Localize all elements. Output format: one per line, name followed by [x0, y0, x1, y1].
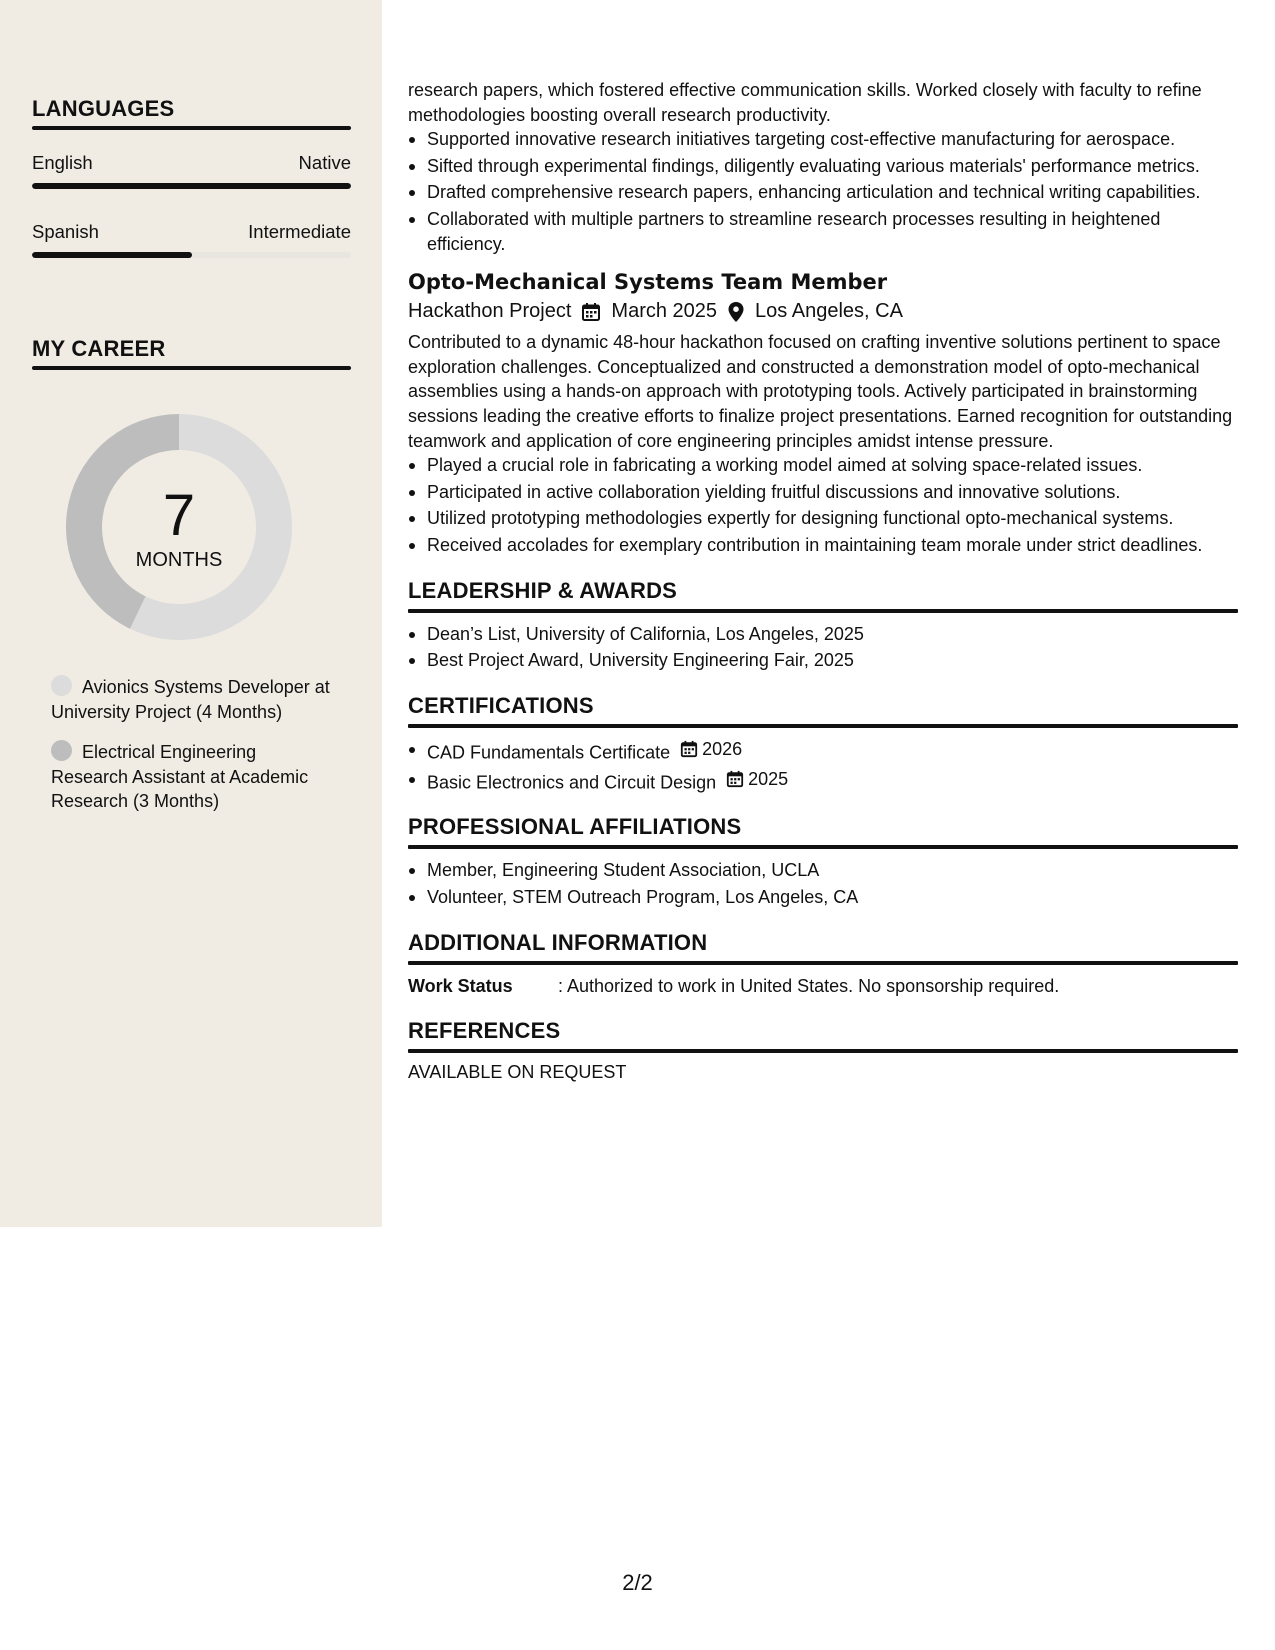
work-status-row [408, 974, 1238, 998]
section-rule [408, 724, 1238, 728]
section-rule [408, 1049, 1238, 1053]
list-item: Best Project Award, University Engineering Fair, 2025 [408, 648, 1238, 673]
language-name: English [32, 152, 93, 173]
list-item [408, 737, 1238, 765]
job-org: Hackathon Project [408, 300, 572, 323]
list-item: Volunteer, STEM Outreach Program, Los Angeles, CA [408, 885, 1238, 910]
certifications-title: CERTIFICATIONS [408, 692, 594, 718]
languages-title: LANGUAGES [32, 96, 175, 121]
references-text: AVAILABLE ON REQUEST [408, 1061, 627, 1082]
section-rule [408, 961, 1238, 965]
list-item: Drafted comprehensive research papers, enhancing articulation and technical writing capabilities. [408, 180, 1238, 205]
list-item: Participated in active collaboration yielding fruitful discussions and innovative solutions. [408, 480, 1238, 505]
list-item: Supported innovative research initiatives targeting cost-effective manufacturing for aerospace. [408, 127, 1238, 152]
career-title: MY CAREER [32, 336, 166, 361]
list-item: Collaborated with multiple partners to streamline research processes resulting in heightened efficiency. [408, 207, 1238, 256]
language-name: Spanish [32, 221, 99, 242]
leadership-list [408, 622, 1238, 673]
certification-year: 2025 [748, 768, 789, 789]
language-proficiency-fill [32, 183, 351, 189]
list-item: Member, Engineering Student Association, UCLA [408, 858, 1238, 883]
career-rule [32, 366, 351, 370]
career-legend-item [51, 675, 336, 724]
job-location: Los Angeles, CA [755, 300, 903, 323]
calendar-icon [680, 740, 698, 758]
affiliations-list [408, 858, 1238, 909]
calendar-icon [581, 302, 601, 322]
affiliations-title: PROFESSIONAL AFFILIATIONS [408, 814, 742, 840]
certification-name: CAD Fundamentals Certificate [427, 741, 671, 762]
list-item: Received accolades for exemplary contribution in maintaining team morale under strict deadlines. [408, 533, 1238, 558]
language-level: Intermediate [248, 221, 351, 242]
main-content [408, 78, 1238, 1083]
leadership-title: LEADERSHIP & AWARDS [408, 577, 678, 603]
list-item: Dean’s List, University of California, Los Angeles, 2025 [408, 622, 1238, 647]
list-item [408, 767, 1238, 795]
work-status-label: Work Status [408, 975, 513, 996]
list-item: Utilized prototyping methodologies expertly for designing functional opto-mechanical systems. [408, 506, 1238, 531]
additional-info-title: ADDITIONAL INFORMATION [408, 929, 708, 955]
list-item: Played a crucial role in fabricating a working model aimed at solving space-related issues. [408, 453, 1238, 478]
list-item: Sifted through experimental findings, diligently evaluating various materials' performance metrics. [408, 154, 1238, 179]
language-proficiency-fill [32, 252, 192, 258]
job-meta [408, 300, 1238, 323]
career-legend-dot [51, 740, 72, 761]
certification-year: 2026 [702, 738, 743, 759]
career-total-unit: MONTHS [135, 549, 223, 571]
experience-intro-bullets [408, 127, 1238, 256]
language-level: Native [298, 152, 351, 173]
languages-rule [32, 126, 351, 130]
calendar-icon [726, 770, 744, 788]
experience-intro-paragraph: research papers, which fostered effective communication skills. Worked closely with faculty to refine methodologies boosting overall research productivity. [408, 80, 1202, 125]
job-title: Opto-Mechanical Systems Team Member [408, 270, 888, 295]
career-legend-label: Avionics Systems Developer at University Project (4 Months) [51, 677, 330, 722]
language-proficiency-bar [32, 252, 351, 258]
job-description: Contributed to a dynamic 48-hour hackathon focused on crafting inventive solutions pertinent to space exploration challenges. Conceptualized and constructed a demonstration model of opto-mechanical assemblies using a hands-on approach with prototyping tools. Actively participated in brainstorming sessions leading the creative efforts to finalize project presentations. Earned recognition for outstanding teamwork and application of core engineering principles amidst intense pressure. [408, 332, 1233, 451]
section-rule [408, 609, 1238, 613]
language-row [32, 152, 351, 174]
career-legend-label: Electrical Engineering Research Assistant at Academic Research (3 Months) [51, 742, 309, 811]
section-rule [408, 845, 1238, 849]
job-date: March 2025 [611, 300, 718, 323]
career-legend-dot [51, 675, 72, 696]
work-status-value: : Authorized to work in United States. No sponsorship required. [558, 975, 1060, 996]
language-row [32, 221, 351, 243]
references-title: REFERENCES [408, 1017, 561, 1043]
career-legend-item [51, 740, 336, 814]
certifications-list [408, 737, 1238, 795]
language-proficiency-bar [32, 183, 351, 189]
job-bullets [408, 453, 1238, 557]
sidebar [0, 0, 382, 1227]
location-pin-icon [727, 301, 745, 323]
certification-name: Basic Electronics and Circuit Design [427, 771, 717, 792]
career-total-value: 7 [162, 483, 196, 548]
page-number: 2/2 [622, 1570, 653, 1595]
